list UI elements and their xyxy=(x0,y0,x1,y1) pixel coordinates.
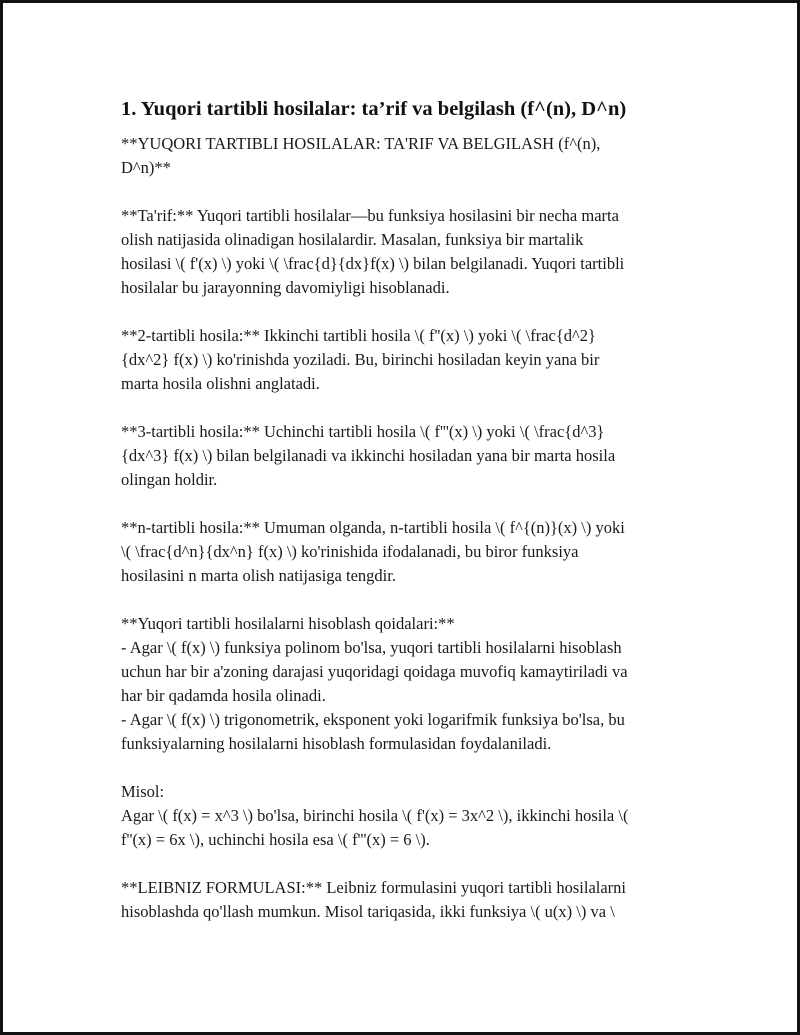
text-line: - Agar \( f(x) \) trigonometrik, eksponent yoki logarifmik funksiya bo'lsa, bu xyxy=(121,710,625,729)
text-line: **Yuqori tartibli hosilalarni hisoblash qoidalari:** xyxy=(121,614,455,633)
page-title: 1. Yuqori tartibli hosilalar: ta’rif va belgilash (f^(n), D^n) xyxy=(121,98,627,120)
paragraph xyxy=(121,420,693,492)
text-line: {dx^2} f(x) \) ko'rinishda yoziladi. Bu, birinchi hosiladan keyin yana bir xyxy=(121,350,600,369)
text-line: hosilalar bu jarayonning davomiyligi hisoblanadi. xyxy=(121,278,450,297)
text-line: hosilasini n marta olish natijasiga tengdir. xyxy=(121,566,396,585)
text-line: funksiyalarning hosilalarni hisoblash formulasidan foydalaniladi. xyxy=(121,734,552,753)
text-line: **n-tartibli hosila:** Umuman olganda, n-tartibli hosila \( f^{(n)}(x) \) yoki xyxy=(121,518,625,537)
paragraph xyxy=(121,876,693,924)
text-line: D^n)** xyxy=(121,158,171,177)
text-line: har bir qadamda hosila olinadi. xyxy=(121,686,326,705)
text-line: Agar \( f(x) = x^3 \) bo'lsa, birinchi hosila \( f'(x) = 3x^2 \), ikkinchi hosila \( xyxy=(121,806,629,825)
paragraph xyxy=(121,324,693,396)
document-body xyxy=(121,132,693,924)
text-line: **2-tartibli hosila:** Ikkinchi tartibli hosila \( f''(x) \) yoki \( \frac{d^2} xyxy=(121,326,596,345)
text-line: **3-tartibli hosila:** Uchinchi tartibli hosila \( f'''(x) \) yoki \( \frac{d^3} xyxy=(121,422,605,441)
paragraph xyxy=(121,204,693,300)
paragraph xyxy=(121,132,693,180)
text-line: olish natijasida olinadigan hosilalardir. Masalan, funksiya bir martalik xyxy=(121,230,584,249)
page-content xyxy=(121,96,693,924)
text-line: hisoblashda qo'llash mumkun. Misol tariqasida, ikki funksiya \( u(x) \) va \ xyxy=(121,902,615,921)
paragraph xyxy=(121,612,693,756)
text-line: uchun har bir a'zoning darajasi yuqoridagi qoidaga muvofiq kamaytiriladi va xyxy=(121,662,628,681)
text-line: hosilasi \( f'(x) \) yoki \( \frac{d}{dx}f(x) \) bilan belgilanadi. Yuqori tartibli xyxy=(121,254,625,273)
text-line: f''(x) = 6x \), uchinchi hosila esa \( f'''(x) = 6 \). xyxy=(121,830,430,849)
text-line: - Agar \( f(x) \) funksiya polinom bo'lsa, yuqori tartibli hosilalarni hisoblash xyxy=(121,638,622,657)
text-line: \( \frac{d^n}{dx^n} f(x) \) ko'rinishida ifodalanadi, bu biror funksiya xyxy=(121,542,579,561)
paragraph xyxy=(121,516,693,588)
text-line: Misol: xyxy=(121,782,165,801)
text-line: olingan holdir. xyxy=(121,470,218,489)
text-line: **Ta'rif:** Yuqori tartibli hosilalar—bu funksiya hosilasini bir necha marta xyxy=(121,206,619,225)
text-line: **YUQORI TARTIBLI HOSILALAR: TA'RIF VA BELGILASH (f^(n), xyxy=(121,134,601,153)
paragraph xyxy=(121,780,693,852)
text-line: {dx^3} f(x) \) bilan belgilanadi va ikkinchi hosiladan yana bir marta hosila xyxy=(121,446,616,465)
text-line: **LEIBNIZ FORMULASI:** Leibniz formulasini yuqori tartibli hosilalarni xyxy=(121,878,627,897)
text-line: marta hosila olishni anglatadi. xyxy=(121,374,320,393)
